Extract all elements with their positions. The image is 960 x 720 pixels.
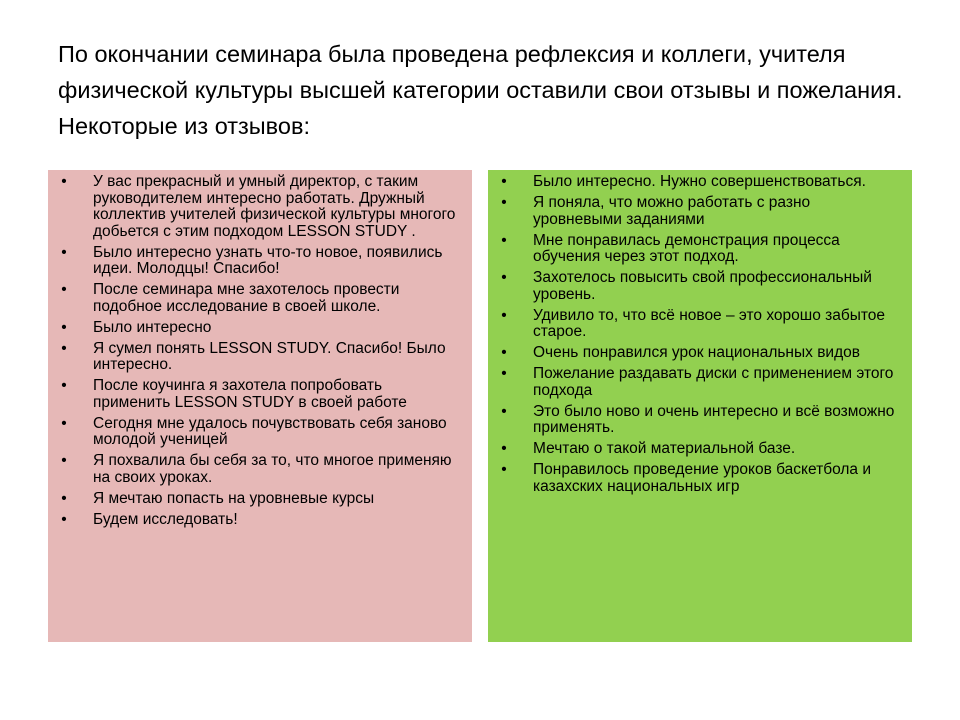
feedback-item [488,174,902,191]
feedback-item [48,320,462,337]
feedback-text: Захотелось повысить свой профессиональный уровень. [533,269,872,303]
bullet-icon: • [501,231,507,249]
bullet-icon: • [501,269,507,286]
bullet-icon: • [501,306,507,324]
bullet-icon: • [61,452,67,469]
feedback-panel-left [48,170,472,642]
feedback-text: Было интересно. Нужно совершенствоваться. [533,173,866,190]
feedback-text: Было интересно [93,318,212,336]
feedback-text: Я похвалила бы себя за то, что многое применяю на своих уроках. [93,452,452,486]
feedback-item [48,512,462,529]
bullet-icon: • [61,510,67,528]
feedback-item [488,233,902,266]
feedback-item [48,341,462,374]
feedback-item [488,270,902,303]
bullet-icon: • [61,173,67,190]
slide-title: По окончании семинара была проведена рефлексия и коллеги, учителя физической культуры высшей категории оставили свои отзывы и пожелания. Некоторые из отзывов: [58,41,903,139]
feedback-text: После коучинга я захотела попробовать применить LESSON STUDY в своей работе [93,377,407,411]
feedback-text: Было интересно узнать что-то новое, появились идеи. Молодцы! Спасибо! [93,243,443,277]
bullet-icon: • [501,194,507,211]
feedback-item [48,491,462,508]
feedback-text: Удивило то, что всё новое – это хорошо забытое старое. [533,306,886,340]
feedback-item [48,282,462,315]
bullet-icon: • [501,402,507,420]
feedback-item [488,404,902,437]
feedback-text: Сегодня мне удалось почувствовать себя заново молодой ученицей [93,414,447,448]
feedback-item [488,345,902,362]
feedback-text: У вас прекрасный и умный директор, с таким руководителем интересно работать. Дружный коллектив учителей физической культуры многого добьется с этим подходом LESSON STUDY . [93,173,456,240]
bullet-icon: • [501,365,507,382]
bullet-icon: • [61,377,67,394]
feedback-item [488,462,902,495]
feedback-item [488,366,902,399]
feedback-item [48,378,462,411]
feedback-item [48,245,462,278]
bullet-icon: • [61,339,67,357]
feedback-text: Мне понравилась демонстрация процесса обучения через этот подход. [533,231,840,265]
feedback-item [48,416,462,449]
bullet-icon: • [501,440,507,457]
feedback-text: Мечтаю о такой материальной базе. [533,440,796,457]
bullet-icon: • [501,461,507,478]
bullet-icon: • [501,173,507,190]
feedback-text: Это было ново и очень интересно и всё возможно применять. [533,402,895,436]
feedback-text: Я поняла, что можно работать с разно уровневыми заданиями [533,194,811,228]
bullet-icon: • [61,414,67,432]
feedback-text: Пожелание раздавать диски с применением этого подхода [533,365,894,399]
feedback-item [48,174,462,240]
bullet-icon: • [61,318,67,336]
feedback-item [488,195,902,228]
feedback-list-right [488,174,902,495]
bullet-icon: • [61,281,67,298]
feedback-list-left [48,174,462,528]
feedback-item [488,441,902,458]
feedback-text: Будем исследовать! [93,510,238,528]
feedback-item [488,308,902,341]
feedback-panel-right [488,170,912,642]
feedback-text: Очень понравился урок национальных видов [533,344,860,361]
bullet-icon: • [501,344,507,361]
feedback-text: Понравилось проведение уроков баскетбола и казахских национальных игр [533,461,871,495]
feedback-text: После семинара мне захотелось провести подобное исследование в своей школе. [93,281,400,315]
feedback-text: Я сумел понять LESSON STUDY. Спасибо! Было интересно. [93,339,446,373]
feedback-text: Я мечтаю попасть на уровневые курсы [93,489,375,507]
bullet-icon: • [61,243,67,261]
bullet-icon: • [61,489,67,507]
feedback-item [48,453,462,486]
